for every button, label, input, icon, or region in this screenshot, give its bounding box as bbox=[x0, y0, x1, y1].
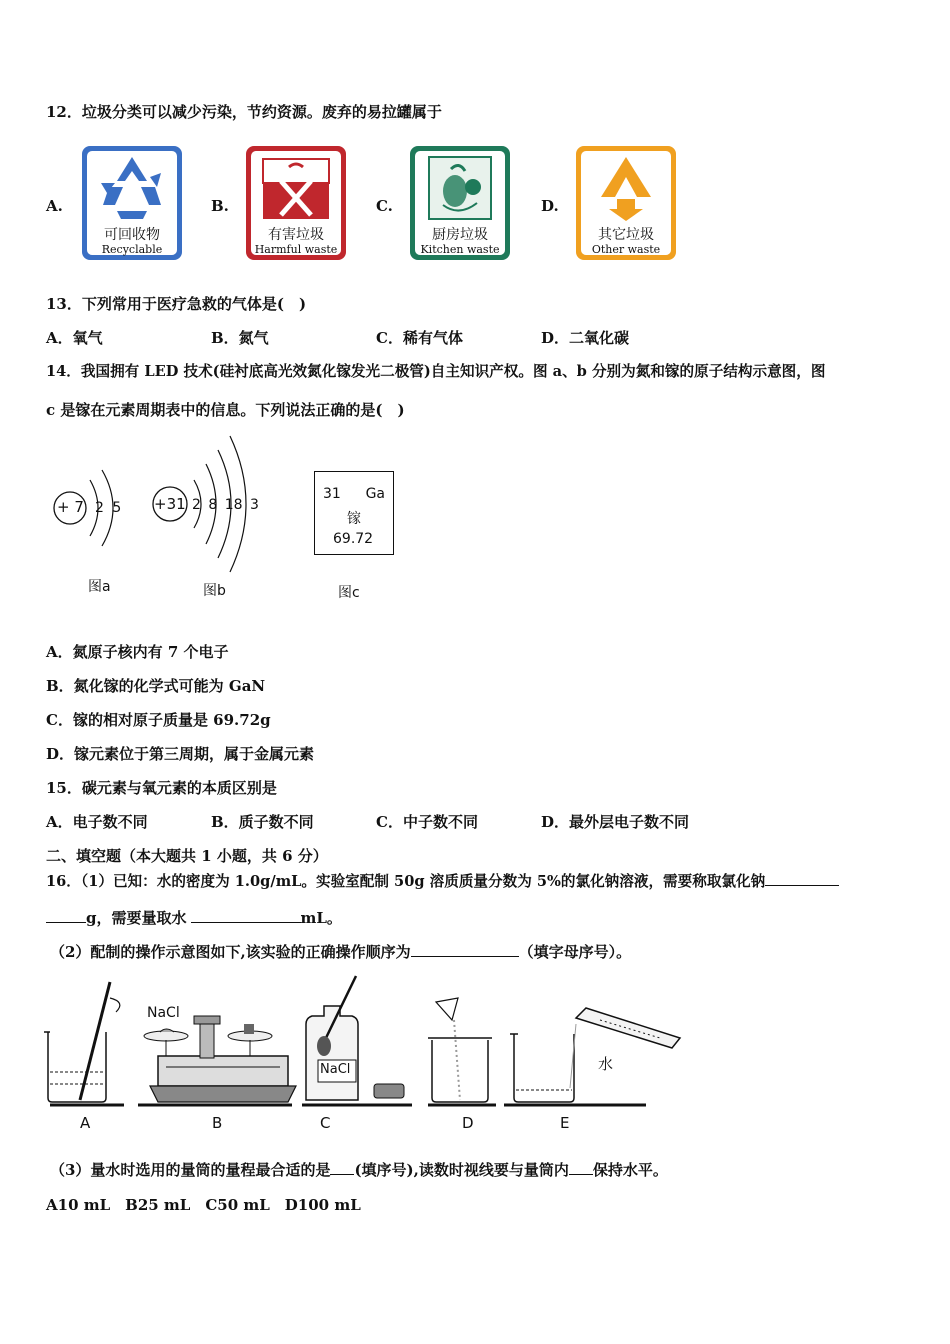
recycle-icon bbox=[87, 153, 177, 223]
q13-option-d: D．二氧化碳 bbox=[541, 329, 630, 347]
kitchen-bin-icon bbox=[410, 146, 510, 260]
fig-b-label: 图b bbox=[203, 583, 226, 599]
q14-stem-line2: c 是镓在元素周期表中的信息。下列说法正确的是( ) bbox=[46, 401, 405, 419]
bin-b-en: Harmful waste bbox=[254, 243, 338, 256]
q16-part3-tail: 保持水平。 bbox=[592, 1161, 668, 1179]
apparatus-label-c: C bbox=[320, 1114, 331, 1132]
q15-stem: 15．碳元素与氧元素的本质区别是 bbox=[46, 779, 277, 797]
other-bin-icon bbox=[576, 146, 676, 260]
atomic-mass: 69.72 bbox=[333, 531, 374, 547]
bin-a-cn: 可回收物 bbox=[104, 227, 160, 243]
q16-part2-text: （2）配制的操作示意图如下,该实验的正确操作顺序为 bbox=[50, 943, 411, 961]
q14-stem-line1: 14．我国拥有 LED 技术(硅衬底高光效氮化镓发光二极管)自主知识产权。图 a、b 分别为氮和镓的原子结构示意图，图 bbox=[46, 363, 826, 380]
q14-option-b: B．氮化镓的化学式可能为 GaN bbox=[46, 677, 266, 695]
q16-part1-g: g，需要量取水 bbox=[86, 909, 187, 927]
q16-part1-line2 bbox=[46, 908, 342, 928]
apparatus-label-e: E bbox=[560, 1114, 570, 1132]
answer-blank-order[interactable] bbox=[411, 942, 519, 957]
q13-option-a: A．氧气 bbox=[46, 329, 103, 347]
harmful-icon bbox=[251, 153, 341, 223]
element-symbol: Ga bbox=[365, 486, 385, 502]
other-waste-icon bbox=[581, 153, 671, 223]
solution-preparation-diagram bbox=[40, 972, 690, 1114]
q12-option-d-letter: D. bbox=[541, 197, 559, 215]
q13-option-c: C．稀有气体 bbox=[376, 329, 463, 347]
q12-option-a-letter: A. bbox=[46, 197, 63, 215]
q13-option-b: B．氮气 bbox=[211, 329, 269, 347]
apparatus-label-d: D bbox=[462, 1114, 474, 1132]
gallium-shells: 2 8 18 3 bbox=[192, 497, 259, 513]
q15-option-c: C．中子数不同 bbox=[376, 813, 478, 831]
bin-d-cn: 其它垃圾 bbox=[598, 227, 654, 243]
q16-part3-mid: (填序号),读数时视线要与量筒内 bbox=[354, 1161, 569, 1179]
answer-blank-nacl-2[interactable] bbox=[46, 908, 86, 923]
q12-stem: 12．垃圾分类可以减少污染，节约资源。废弃的易拉罐属于 bbox=[46, 103, 442, 121]
fig-c-label: 图c bbox=[338, 585, 360, 601]
step-e-pouring-water bbox=[504, 1008, 680, 1105]
q13-stem: 13．下列常用于医疗急救的气体是( ) bbox=[46, 295, 307, 313]
recyclable-bin-icon bbox=[82, 146, 182, 260]
harmful-bin-icon bbox=[246, 146, 346, 260]
nitrogen-nucleus: + 7 bbox=[57, 498, 84, 516]
answer-blank-level[interactable] bbox=[569, 1160, 593, 1175]
bin-a-en: Recyclable bbox=[101, 243, 163, 256]
answer-blank-water[interactable] bbox=[191, 908, 301, 923]
q16-part1-ml: mL。 bbox=[300, 909, 342, 927]
q16-part2-tail: （填字母序号）。 bbox=[518, 943, 632, 961]
water-label: 水 bbox=[598, 1055, 614, 1073]
q15-option-a: A．电子数不同 bbox=[46, 813, 148, 831]
q14-option-d: D．镓元素位于第三周期，属于金属元素 bbox=[46, 745, 315, 763]
step-b-weighing bbox=[138, 1016, 296, 1105]
q16-part1-line1 bbox=[46, 871, 839, 892]
gallium-nucleus: +31 bbox=[154, 495, 186, 513]
apparatus-label-b: B bbox=[212, 1114, 223, 1132]
bin-d-en: Other waste bbox=[591, 243, 661, 256]
periodic-table-cell bbox=[314, 471, 394, 555]
step-d-pouring-solid bbox=[428, 998, 496, 1105]
nacl-label-bottle: NaCl bbox=[320, 1062, 351, 1077]
q16-part3-options: A10 mL B25 mL C50 mL D100 mL bbox=[46, 1196, 361, 1214]
fig-a-label: 图a bbox=[88, 579, 111, 595]
q16-part3 bbox=[50, 1160, 668, 1180]
q16-part1-text: 16．（1）已知：水的密度为 1.0g/mL。实验室配制 50g 溶质质量分数为 5%的氯化钠溶液，需要称取氯化钠 bbox=[46, 873, 766, 890]
q15-option-d: D．最外层电子数不同 bbox=[541, 813, 690, 831]
q12-option-b-letter: B. bbox=[211, 197, 229, 215]
bin-c-cn: 厨房垃圾 bbox=[432, 227, 488, 243]
atomic-number: 31 bbox=[323, 486, 341, 502]
q12-option-c-letter: C. bbox=[376, 197, 393, 215]
answer-blank-cylinder[interactable] bbox=[330, 1160, 354, 1175]
q16-part3-text: （3）量水时选用的量筒的量程最合适的是 bbox=[50, 1161, 331, 1179]
nitrogen-shells: 2 5 bbox=[95, 500, 122, 516]
kitchen-waste-icon bbox=[415, 153, 505, 223]
bin-c-en: Kitchen waste bbox=[420, 243, 500, 256]
q14-option-c: C．镓的相对原子质量是 69.72g bbox=[46, 711, 271, 729]
answer-blank-nacl-1[interactable] bbox=[765, 871, 839, 886]
step-a-stirring bbox=[44, 982, 124, 1105]
apparatus-label-a: A bbox=[80, 1114, 91, 1132]
step-c-taking-reagent bbox=[302, 976, 412, 1105]
element-name: 镓 bbox=[347, 511, 361, 527]
q14-option-a: A．氮原子核内有 7 个电子 bbox=[46, 643, 229, 661]
bin-b-cn: 有害垃圾 bbox=[268, 227, 324, 243]
q16-part2 bbox=[50, 942, 631, 962]
q15-option-b: B．质子数不同 bbox=[211, 813, 314, 831]
nacl-label-balance: NaCl bbox=[147, 1005, 180, 1021]
section-2-title: 二、填空题（本大题共 1 小题，共 6 分） bbox=[46, 847, 328, 865]
